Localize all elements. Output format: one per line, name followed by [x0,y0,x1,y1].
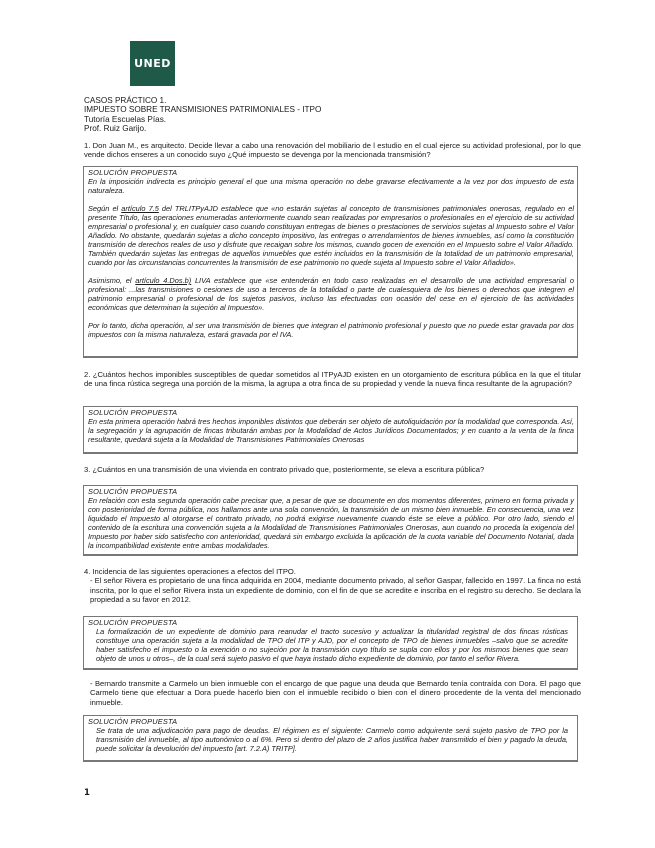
solution-title: SOLUCIÓN PROPUESTA [88,717,178,726]
question-2: 2. ¿Cuántos hechos imponibles susceptibles de quedar sometidos al ITPyAJD existen en un otorgamiento de escritura pública en la que el titular de una finca rústica segrega una porción de la misma, la agrupa a otra finca de su propiedad y vende la nueva finca resultante de la agrupación? [84,370,581,389]
solution-paragraph: Por lo tanto, dicha operación, al ser una transmisión de bienes que integran el patrimonio profesional y puesto que no puede estar gravada por dos impuestos con la misma naturaleza, estará gravada por el IVA. [88,321,574,339]
solution-box-3 [83,485,578,556]
question-1: 1. Don Juan M., es arquitecto. Decide llevar a cabo una renovación del mobiliario de l estudio en el cual ejerce su actividad profesional, por lo que vende dichos enseres a un conocido suyo ¿Qué impuesto se devenga por la mencionada transmisión? [84,141,581,160]
solution-title: SOLUCIÓN PROPUESTA [88,168,178,177]
case-rivera: - El señor Rivera es propietario de una finca adquirida en 2004, mediante documento privado, al señor Gaspar, fallecido en 1997. La finca no está inscrita, por lo que el señor Rivera insta un expediente de dominio, con el fin de que se acredite e inscriba en el registro su derecho. Se declara la propiedad a su favor en 2012. [90,576,581,604]
solution-paragraph-rest: LIVA establece que «se entenderán en todo caso realizadas en el desarrollo de una actividad empresarial o profesional: ...las transmisiones o cesiones de uso a terceros de la totalidad o parte de cualesquiera de los bienes o derechos que integren el patrimonio empresarial o profesional de los sujetos pasivos, incluso las efectuadas con ocasión del cese en el ejercicio de las actividades económicas que determinan la sujeción al Impuesto». [88,276,574,312]
solution-paragraph: La formalización de un expediente de dominio para reanudar el tracto sucesivo y actualizar la titularidad registral de dos fincas rústicas constituye una operación sujeta a la modalidad de TPO del ITP y AJD, por el concepto de TPO de bienes inmuebles –salvo que se acredite haber satisfecho el impuesto o la exención o no sujeción por la transmisión cuyo título se supla con ellos y por los mismos bienes que sean objeto de unos u otros–, de la cual será sujeto pasivo el que haya instado dicho expediente de dominio, por tanto el señor Rivera. [96,627,568,663]
solution-paragraph-rest: del TRLITPyAJD establece que «no estarán sujetas al concepto de transmisiones patrimoniales onerosas, regulado en el presente Título, las operaciones enumeradas anteriormente cuando sean realizadas por empresarios o profesionales en el ejercicio de su actividad empresarial o profesional y, en cualquier caso cuando constituyan entregas de bienes o prestaciones de servicios sujetas al Impuesto sobre el Valor Añadido. No obstante, quedarán sujetas a dicho concepto impositivo, las entregas o arrendamientos de bienes inmuebles, así como la constitución transmisión de derechos reales de uso y disfrute que recaigan sobre los mismos, cuando gocen de exención en el Impuesto sobre el Valor Añadido. También quedarán sujetas las entregas de aquellos inmuebles que estén incluidos en la transmisión de la totalidad de un patrimonio empresarial, cuando por las circunstancias concurrentes la transmisión de ese patrimonio no quede sujeta al Impuesto sobre el Valor Añadido». [88,204,574,267]
solution-title: SOLUCIÓN PROPUESTA [88,408,178,417]
solution-box-4b [83,715,578,762]
question-3: 3. ¿Cuántos en una transmisión de una vivienda en contrato privado que, posteriormente, se eleva a escritura pública? [84,465,485,474]
article-4-dos-b-link[interactable]: artículo 4.Dos.b) [135,276,192,285]
solution-box-2 [83,406,578,454]
document-header [84,96,321,133]
solution-box-1 [83,166,578,358]
article-7-5-link[interactable]: artículo 7.5 [121,204,159,213]
case-bernardo: - Bernardo transmite a Carmelo un bien inmueble con el encargo de que pague una deuda que Bernardo tenía contraída con Dora. El pago que Carmelo tiene que efectuar a Dora puede hacerlo bien con el inmueble recibido o bien con el dinero procedente de la venta del mencionado inmueble. [90,679,581,707]
solution-paragraph: Se trata de una adjudicación para pago de deudas. El régimen es el siguiente: Carmelo como adquirente será sujeto pasivo de TPO por la transmisión del inmueble, al tipo autonómico o al 6%. Pero si dentro del plazo de 2 años justifica haber transmitido el bien y pagado la deuda, puede solicitar la devolución del impuesto [art. 7.2.A) TRITP]. [96,726,568,753]
header-tutoring: Tutoría Escuelas Pías. [84,114,167,124]
solution-paragraph: Asimismo, el artículo 4.Dos.b) LIVA establece que «se entenderán en todo caso realizadas en el desarrollo de una actividad empresarial o profesional: ...las transmisiones o cesiones de uso a terceros de la totalidad o parte de cualesquiera de los bienes o derechos que integren el patrimonio empresarial o profesional de los sujetos pasivos, incluso las efectuadas con ocasión del cese en el ejercicio de las actividades económicas que determinan la sujeción al Impuesto». [88,276,574,312]
solution-paragraph: Según el artículo 7.5 del TRLITPyAJD establece que «no estarán sujetas al concepto de transmisiones patrimoniales onerosas, regulado en el presente Título, las operaciones enumeradas anteriormente cuando sean realizadas por empresarios o profesionales en el ejercicio de su actividad empresarial o profesional y, en cualquier caso cuando constituyan entregas de bienes o prestaciones de servicios sujetas al Impuesto sobre el Valor Añadido. No obstante, quedarán sujetas a dicho concepto impositivo, las entregas o arrendamientos de bienes inmuebles, así como la constitución transmisión de derechos reales de uso y disfrute que recaigan sobre los mismos, cuando gocen de exención en el Impuesto sobre el Valor Añadido. También quedarán sujetas las entregas de aquellos inmuebles que estén incluidos en la transmisión de la totalidad de un patrimonio empresarial, cuando por las circunstancias concurrentes la transmisión de ese patrimonio no quede sujeta al Impuesto sobre el Valor Añadido». [88,204,574,267]
solution-paragraph: En relación con esta segunda operación cabe precisar que, a pesar de que se documente en dos momentos diferentes, primero en forma privada y con posterioridad de forma pública, nos hallamos ante una sola convención, la transmisión de un mismo bien inmueble. En consecuencia, una vez liquidado el Impuesto al otorgarse el contrato privado, no podrá exigirse nuevamente cuando éste se eleve a público. Por otro lado, siendo el contenido de la escritura una convención sujeta a la Modalidad de Transmisiones Patrimoniales Onerosas, aun cuando no proceda la exigencia del Impuesto por haber sido satisfecho con anterioridad, quedará sin embargo excluida la aplicación de la cuota variable del Documento Notarial, dada la incompatibilidad existente entre ambas modalidades. [88,496,574,550]
solution-paragraph: En esta primera operación habrá tres hechos imponibles distintos que deberán ser objeto de autoliquidación por la modalidad que corresponda. Así, la segregación y la agrupación de fincas tributarán ambas por la Modalidad de Actos Jurídicos Documentados; y en cuanto a la venta de la finca resultante, quedará sujeta a la Modalidad de Transmisiones Patrimoniales Onerosas [88,417,574,444]
solution-title: SOLUCIÓN PROPUESTA [88,487,178,496]
question-4 [84,567,581,604]
solution-box-4a [83,616,578,670]
header-professor: Prof. Ruiz Garijo. [84,123,147,133]
page-number: 1 [84,788,90,798]
header-case-title: CASOS PRÁCTICO 1. [84,96,167,105]
uned-logo [130,41,175,86]
solution-paragraph: En la imposición indirecta es principio general el que una misma operación no debe gravarse efectivamente a la vez por dos impuesto de esta naturaleza. [88,177,574,195]
case-bernardo-wrapper [84,679,581,707]
question-4-title: 4. Incidencia de las siguientes operaciones a efectos del ITPO. [84,567,296,576]
header-subject: IMPUESTO SOBRE TRANSMISIONES PATRIMONIALES - ITPO [84,105,322,115]
logo-text: UNED [134,57,171,70]
solution-title: SOLUCIÓN PROPUESTA [88,618,178,627]
